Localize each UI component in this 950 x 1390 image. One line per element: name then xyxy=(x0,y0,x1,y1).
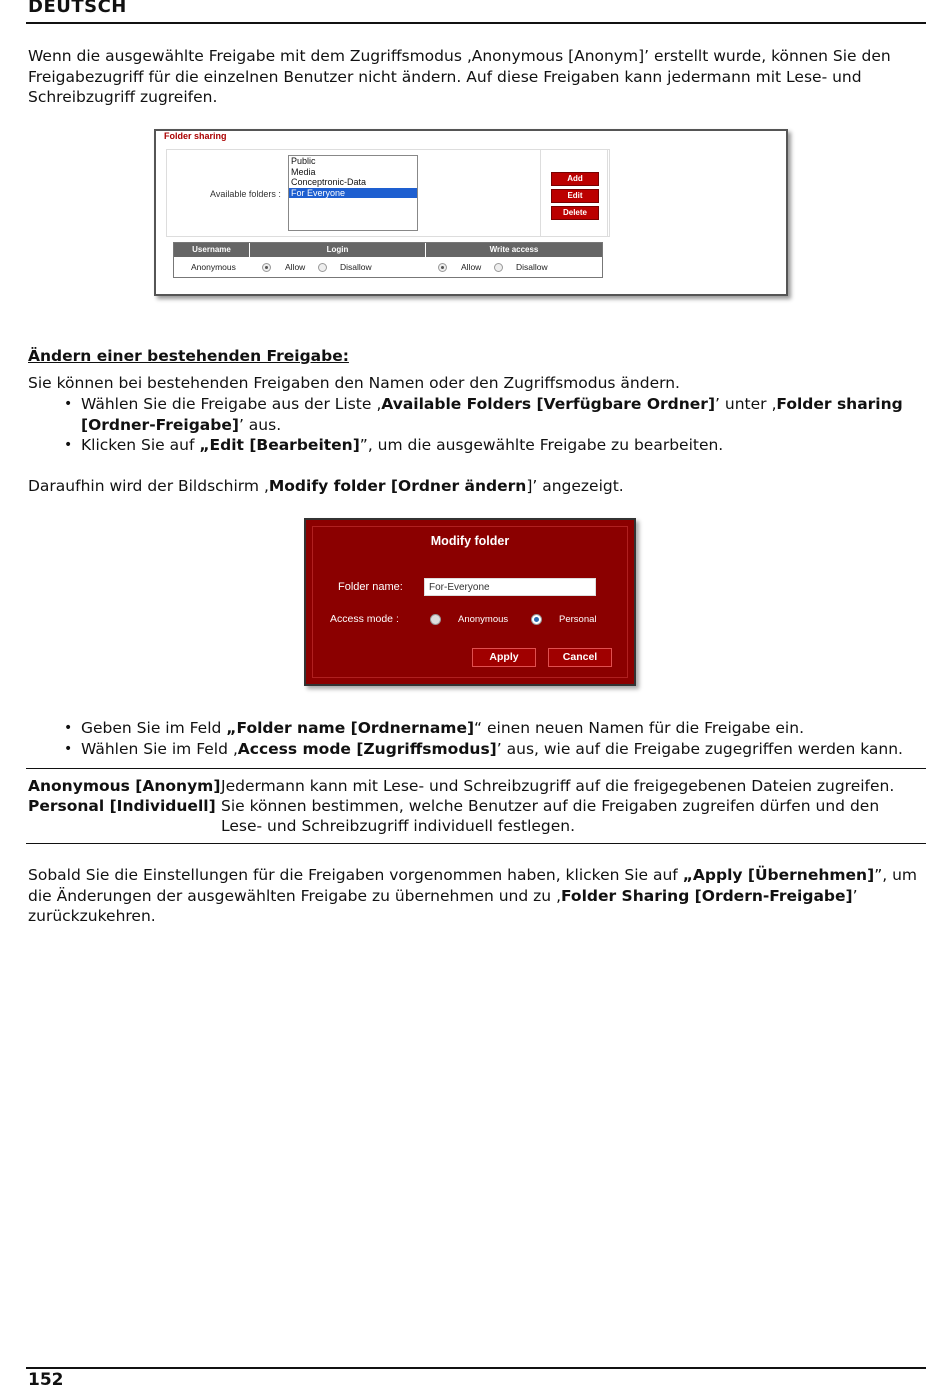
folder-name-input[interactable]: For-Everyone xyxy=(424,578,596,596)
bold-text: Access mode [Zugriffsmodus] xyxy=(237,739,497,758)
list-item xyxy=(81,435,926,456)
bold-text: Folder Sharing [Ordern-Freigabe] xyxy=(560,886,853,905)
closing-paragraph xyxy=(28,865,923,927)
text: Geben Sie im Feld xyxy=(81,719,227,737)
write-disallow-radio[interactable] xyxy=(494,263,503,272)
column-header-login: Login xyxy=(250,243,425,257)
add-button[interactable]: Add xyxy=(551,172,599,186)
intro-line-3: Schreibzugriff zugreifen. xyxy=(28,88,218,106)
list-item xyxy=(81,739,926,760)
text: Daraufhin wird der Bildschirm ‚ xyxy=(28,477,269,495)
definition-text: Jedermann kann mit Lese- und Schreibzugriff auf die freigegebenen Dateien zugreifen. xyxy=(221,777,895,795)
bold-text: „Folder name [Ordnername] xyxy=(226,719,475,737)
login-disallow-radio[interactable] xyxy=(318,263,327,272)
write-allow-label: Allow xyxy=(461,262,482,272)
column-header-username: Username xyxy=(174,243,249,257)
bold-text: Folder sharing xyxy=(776,395,903,413)
login-allow-label: Allow xyxy=(285,262,306,272)
bold-text: „Apply [Übernehmen] xyxy=(682,866,875,884)
personal-label: Personal xyxy=(559,614,597,625)
bold-text: Modify folder [Ordner ändern xyxy=(268,477,527,495)
anonymous-label: Anonymous xyxy=(458,614,509,625)
bold-text: Available Folders [Verfügbare Ordner] xyxy=(381,395,716,413)
login-disallow-label: Disallow xyxy=(340,262,372,272)
delete-button[interactable]: Delete xyxy=(551,206,599,220)
page-header-language: DEUTSCH xyxy=(28,0,127,17)
permissions-table xyxy=(173,242,603,278)
table-top-rule xyxy=(26,768,926,769)
cancel-button[interactable]: Cancel xyxy=(548,648,612,667)
text: zurückzukehren. xyxy=(28,907,156,925)
text: Sobald Sie die Einstellungen für die Freigaben vorgenommen haben, klicken Sie auf xyxy=(28,866,683,884)
folder-list-item[interactable]: Public xyxy=(291,156,316,166)
write-allow-radio[interactable] xyxy=(438,263,447,272)
edit-button[interactable]: Edit xyxy=(551,189,599,203)
intro-line-1: Wenn die ausgewählte Freigabe mit dem Zugriffsmodus ‚Anonymous [Anonym]’ erstellt wurde, können Sie den xyxy=(28,47,891,65)
folder-sharing-screenshot xyxy=(154,129,788,296)
available-folders-label: Available folders : xyxy=(210,189,281,199)
write-disallow-label: Disallow xyxy=(516,262,548,272)
text: Wählen Sie die Freigabe aus der Liste ‚ xyxy=(81,395,382,413)
definition-term: Anonymous [Anonym] xyxy=(28,777,221,795)
definition-term: Personal [Individuell] xyxy=(28,797,216,815)
personal-radio[interactable] xyxy=(531,614,542,625)
dialog-title: Modify folder xyxy=(430,534,510,548)
login-allow-radio[interactable] xyxy=(262,263,271,272)
row-username: Anonymous xyxy=(191,262,236,272)
text: “ einen neuen Namen für die Freigabe ein. xyxy=(474,719,804,737)
header-rule xyxy=(26,22,926,24)
intro-line-2: Freigabezugriff für die einzelnen Benutzer nicht ändern. Auf diese Freigaben kann jedermann mit Lese- und xyxy=(28,67,862,86)
text: ’ xyxy=(852,886,858,905)
text: Wählen Sie im Feld ‚ xyxy=(81,739,238,758)
section-intro: Sie können bei bestehenden Freigaben den Namen oder den Zugriffsmodus ändern. xyxy=(28,374,680,392)
modify-folder-screenshot xyxy=(304,518,636,686)
bold-text: [Ordner-Freigabe] xyxy=(81,415,239,434)
folder-name-label: Folder name: xyxy=(338,581,403,593)
text: ’ aus. xyxy=(238,415,282,434)
definition-text: Sie können bestimmen, welche Benutzer auf die Freigaben zugreifen dürfen und den xyxy=(221,797,880,815)
field-steps-list xyxy=(28,718,926,759)
text: ”, um die ausgewählte Freigabe zu bearbeiten. xyxy=(359,436,724,454)
section-heading: Ändern einer bestehenden Freigabe: xyxy=(28,347,349,365)
text: ’ aus, wie auf die Freigabe zugegriffen werden kann. xyxy=(496,739,903,758)
apply-button[interactable]: Apply xyxy=(472,648,536,667)
table-bottom-rule xyxy=(26,843,926,844)
text: ”, um xyxy=(874,866,917,884)
intro-paragraph xyxy=(28,46,923,108)
footer-rule xyxy=(26,1367,926,1369)
change-steps-list xyxy=(28,394,926,456)
column-header-write-access: Write access xyxy=(426,243,602,257)
list-item xyxy=(81,394,926,435)
list-item xyxy=(81,718,926,739)
available-folders-list[interactable] xyxy=(288,155,418,231)
anonymous-radio[interactable] xyxy=(430,614,441,625)
folder-list-item[interactable]: Conceptronic-Data xyxy=(291,177,367,187)
text: Klicken Sie auf xyxy=(81,436,200,454)
folder-list-item-selected[interactable]: For Everyone xyxy=(289,188,417,199)
bold-text: „Edit [Bearbeiten] xyxy=(199,436,360,454)
folder-list-item[interactable]: Media xyxy=(291,166,316,177)
text: ]’ angezeigt. xyxy=(526,477,624,495)
text: ’ unter ‚ xyxy=(715,395,777,413)
result-sentence xyxy=(28,476,923,497)
text: die Änderungen der ausgewählten Freigabe zu übernehmen und zu ‚ xyxy=(28,886,561,905)
access-mode-label: Access mode : xyxy=(330,613,399,625)
folder-sharing-title: Folder sharing xyxy=(164,131,227,141)
page-number: 152 xyxy=(28,1370,64,1390)
definition-text: Lese- und Schreibzugriff individuell festlegen. xyxy=(221,817,576,835)
